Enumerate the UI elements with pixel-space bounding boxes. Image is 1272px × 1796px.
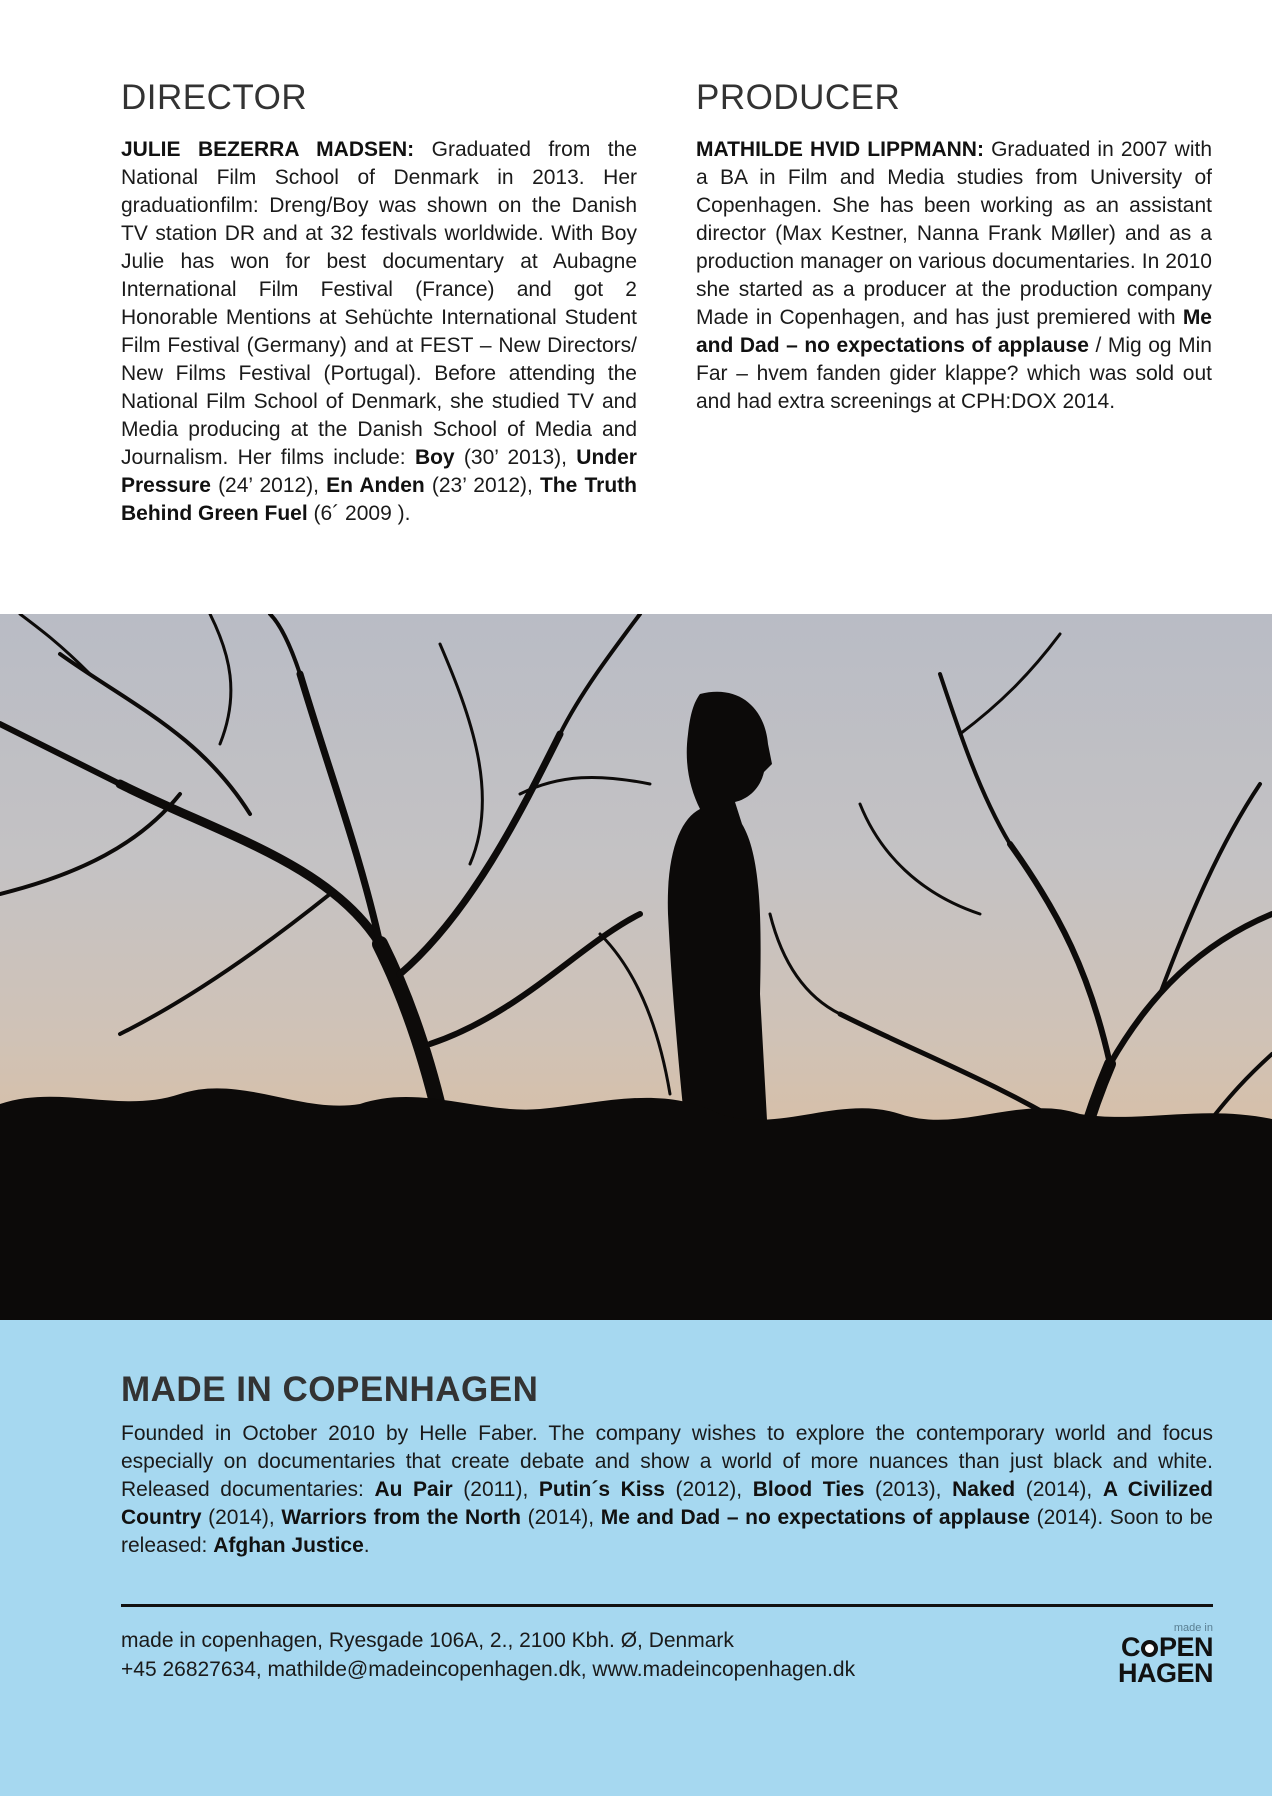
film-title: Blood Ties (752, 1478, 865, 1501)
desc-text: . (363, 1534, 370, 1557)
bio-text: Graduated in 2007 with a BA in Film and Media studies from University of Copenhagen. She has been working as an assistant director (Max Kestner, Nanna Frank Møller) and as a production manager on various documentaries. In 2010 she started as a producer at the production company Made in Copenhagen, and has just premiered with (696, 138, 1213, 329)
director-heading: DIRECTOR (121, 78, 308, 117)
film-title: Au Pair (374, 1478, 453, 1501)
desc-text: (2014), (520, 1506, 601, 1529)
film-title: A Civilized Country (121, 1478, 1213, 1529)
film-title: Under Pressure (121, 446, 637, 497)
film-title: The Truth Behind Green Fuel (121, 474, 637, 525)
logo-o-icon (1141, 1640, 1158, 1657)
film-title: Afghan Justice (213, 1534, 364, 1557)
logo-pen: PEN (1158, 1632, 1213, 1662)
director-name: JULIE BEZERRA MADSEN: (121, 138, 415, 161)
logo-c: C (1120, 1632, 1140, 1662)
film-title: Warriors from the North (281, 1506, 521, 1529)
desc-text: Founded in October 2010 by Helle Faber. The company wishes to explore the contemporary world and focus especially on documentaries that create debate and show a world of more nuances than just black and white. Released documentaries: (121, 1422, 1213, 1501)
bio-text: (23’ 2012), (424, 474, 540, 497)
company-logo (1100, 1622, 1213, 1686)
bio-text: (24’ 2012), (210, 474, 327, 497)
logo-small-text: made in (1173, 1622, 1213, 1634)
company-section (0, 1320, 1272, 1796)
desc-text: (2013), (864, 1478, 953, 1501)
bio-text: Graduated from the National Film School of Denmark in 2013. Her graduationfilm: Dreng/Boy was shown on the Danish TV station DR and at 32 festivals worldwide. With Boy Julie has won for best documentary at Aubagne International Film Festival (France) and got 2 Honorable Mentions at Sehüchte International Student Film Festival (Germany) and at FEST – New Directors/ New Films Festival (Portugal). Before attending the National Film School of Denmark, she studied TV and Media producing at the Danish School of Media and Journalism. Her films include: (121, 138, 637, 469)
desc-text: (2014), (1015, 1478, 1103, 1501)
producer-name: MATHILDE HVID LIPPMANN: (696, 138, 984, 161)
desc-text: (2014), (201, 1506, 282, 1529)
contact-phone-email-web: +45 26827634, mathilde@madeincopenhagen.dk, www.madeincopenhagen.dk (121, 1658, 856, 1681)
company-heading: MADE IN COPENHAGEN (121, 1370, 539, 1409)
producer-bio (696, 136, 1212, 416)
film-title: Putin´s Kiss (538, 1478, 665, 1501)
director-column (121, 78, 637, 528)
divider (121, 1604, 1213, 1607)
desc-text: (2014). Soon to be released: (121, 1506, 1213, 1557)
director-bio (121, 136, 637, 528)
logo-line-1 (1100, 1634, 1213, 1660)
contact-info (121, 1626, 855, 1684)
film-title: Me and Dad – no expectations of applause (600, 1506, 1030, 1529)
bio-text: (30’ 2013), (454, 446, 577, 469)
film-title: Me and Dad – no expectations of applause (696, 306, 1212, 357)
film-still-photo (0, 614, 1272, 1320)
film-title: En Anden (326, 474, 425, 497)
producer-heading: PRODUCER (696, 78, 901, 117)
desc-text: (2012), (664, 1478, 753, 1501)
company-description (121, 1420, 1213, 1560)
desc-text: (2011), (452, 1478, 539, 1501)
film-title: Naked (952, 1478, 1016, 1501)
producer-column (696, 78, 1212, 416)
silhouette-illustration (0, 614, 1272, 1320)
logo-line-2: HAGEN (1117, 1658, 1213, 1688)
contact-address: made in copenhagen, Ryesgade 106A, 2., 2100 Kbh. Ø, Denmark (121, 1629, 734, 1652)
bio-text: (6´ 2009 ). (307, 502, 411, 525)
bio-text: / Mig og Min Far – hvem fanden gider klappe? which was sold out and had extra screenings at CPH:DOX 2014. (696, 334, 1212, 413)
film-title: Boy (414, 446, 455, 469)
